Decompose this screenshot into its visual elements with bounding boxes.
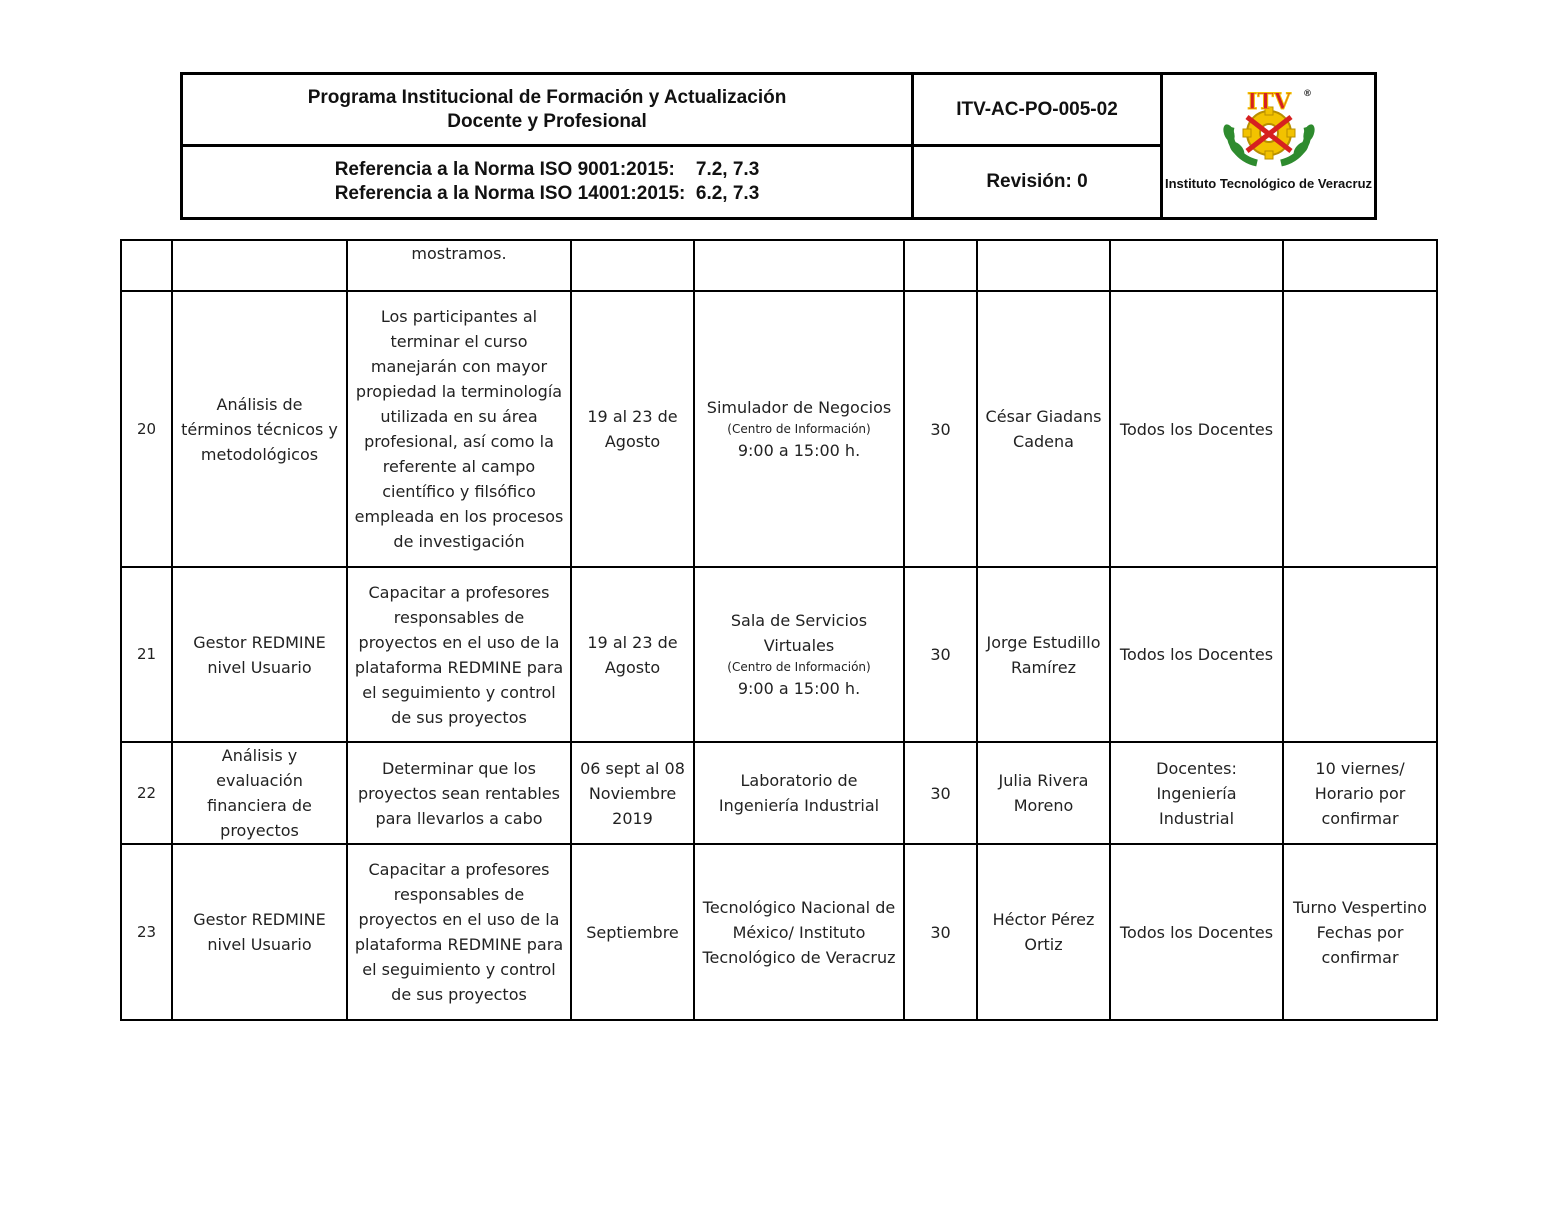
course-audience [1110, 240, 1283, 291]
course-objective: Determinar que los proyectos sean rentables para llevarlos a cabo [347, 742, 571, 844]
course-objective: mostramos. [347, 240, 571, 291]
course-hours: 30 [904, 291, 977, 567]
course-notes [1283, 240, 1437, 291]
itv-logo-icon [1217, 87, 1321, 169]
course-name: Análisis de términos técnicos y metodológicos [172, 291, 347, 567]
course-notes: Turno Vespertino Fechas por confirmar [1283, 844, 1437, 1020]
course-hours: 30 [904, 567, 977, 742]
course-place: Laboratorio de Ingeniería Industrial [694, 742, 904, 844]
course-name: Gestor REDMINE nivel Usuario [172, 567, 347, 742]
table-row [121, 742, 1437, 844]
course-notes: 10 viernes/ Horario por confirmar [1283, 742, 1437, 844]
course-hours: 30 [904, 742, 977, 844]
logo-registered-mark: ® [1302, 89, 1312, 99]
course-audience: Todos los Docentes [1110, 844, 1283, 1020]
course-audience: Todos los Docentes [1110, 567, 1283, 742]
course-instructor: Julia Rivera Moreno [977, 742, 1110, 844]
course-notes [1283, 291, 1437, 567]
course-objective: Capacitar a profesores responsables de proyectos en el uso de la plataforma REDMINE para el seguimiento y control de sus proyectos [347, 844, 571, 1020]
course-dates: 19 al 23 de Agosto [571, 567, 694, 742]
place-name: Sala de Servicios Virtuales [730, 611, 868, 655]
row-number: 20 [121, 291, 172, 567]
course-objective: Capacitar a profesores responsables de proyectos en el uso de la plataforma REDMINE para el seguimiento y control de sus proyectos [347, 567, 571, 742]
row-number: 21 [121, 567, 172, 742]
course-dates: 06 sept al 08 Noviembre 2019 [571, 742, 694, 844]
course-hours: 30 [904, 844, 977, 1020]
table-row [121, 567, 1437, 742]
place-schedule: 9:00 a 15:00 h. [737, 679, 861, 698]
course-instructor: César Giadans Cadena [977, 291, 1110, 567]
place-building: (Centro de Información) [727, 660, 871, 674]
course-place [694, 240, 904, 291]
row-number [121, 240, 172, 291]
document-header [180, 72, 1377, 220]
table-row [121, 291, 1437, 567]
course-place [694, 567, 904, 742]
course-place [694, 291, 904, 567]
table-row [121, 844, 1437, 1020]
row-number: 23 [121, 844, 172, 1020]
row-number: 22 [121, 742, 172, 844]
revision-number: Revisión: 0 [914, 147, 1163, 217]
course-audience: Todos los Docentes [1110, 291, 1283, 567]
place-building: (Centro de Información) [727, 422, 871, 436]
program-title-line1: Programa Institucional de Formación y Actualización [307, 86, 787, 108]
program-title [183, 75, 914, 147]
course-instructor: Jorge Estudillo Ramírez [977, 567, 1110, 742]
course-notes [1283, 567, 1437, 742]
norm-reference-iso14001: Referencia a la Norma ISO 14001:2015: 6.2, 7.3 [334, 183, 760, 204]
document-code: ITV-AC-PO-005-02 [914, 75, 1163, 147]
course-dates: 19 al 23 de Agosto [571, 291, 694, 567]
institution-name: Instituto Tecnológico de Veracruz [1164, 176, 1373, 191]
institution-logo-cell [1163, 75, 1374, 217]
course-name [172, 240, 347, 291]
courses-table [120, 239, 1438, 1021]
course-instructor: Héctor Pérez Ortiz [977, 844, 1110, 1020]
place-schedule: 9:00 a 15:00 h. [737, 441, 861, 460]
course-place: Tecnológico Nacional de México/ Instituto Tecnológico de Veracruz [694, 844, 904, 1020]
course-name: Análisis y evaluación financiera de proyectos [172, 742, 347, 844]
norm-reference-iso9001: Referencia a la Norma ISO 9001:2015: 7.2, 7.3 [334, 159, 760, 180]
course-name: Gestor REDMINE nivel Usuario [172, 844, 347, 1020]
course-instructor [977, 240, 1110, 291]
table-row [121, 240, 1437, 291]
course-hours [904, 240, 977, 291]
place-name: Simulador de Negocios [706, 398, 892, 417]
program-title-line2: Docente y Profesional [447, 110, 647, 132]
norm-reference [183, 147, 914, 217]
course-audience: Docentes: Ingeniería Industrial [1110, 742, 1283, 844]
course-objective: Los participantes al terminar el curso manejarán con mayor propiedad la terminología utilizada en su área profesional, así como la referente al campo científico y filsófico empleada en los procesos de investigación [347, 291, 571, 567]
course-dates: Septiembre [571, 844, 694, 1020]
logo-text: ITV [1246, 89, 1291, 115]
course-dates [571, 240, 694, 291]
